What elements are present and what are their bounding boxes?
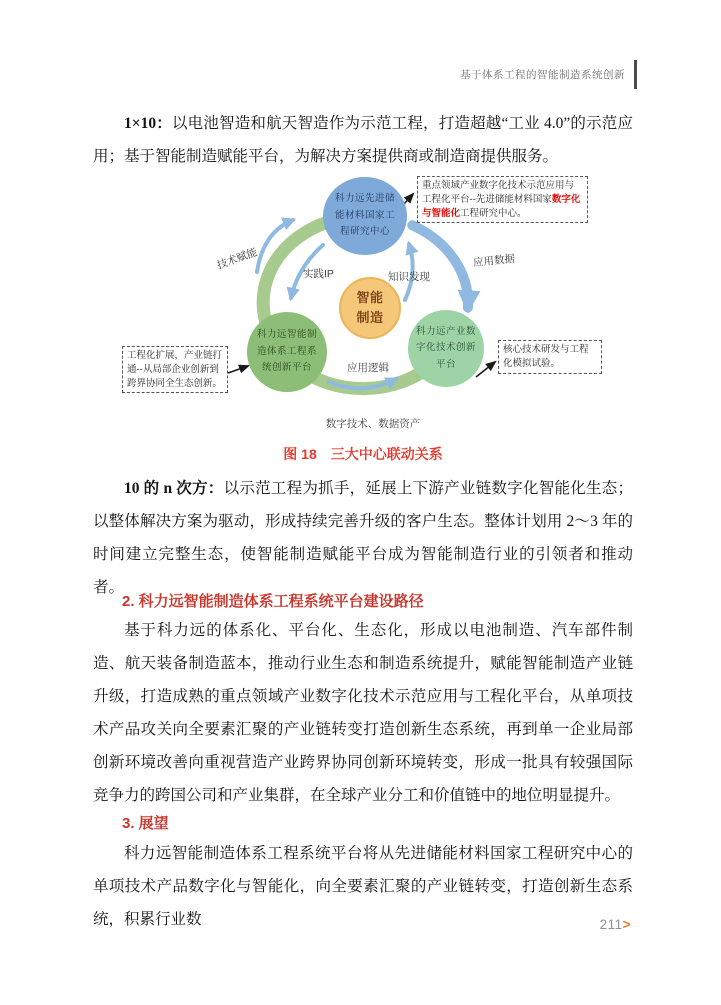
paragraph-2-lead: 10 的 n 次方： — [124, 480, 224, 497]
circle-national-research-center — [323, 177, 407, 255]
callout-left: 工程化扩展，产业链打通--从局部企业创新到跨界协同全生态创新。 — [122, 346, 228, 393]
paragraph-3: 基于科力远的体系化、平台化、生态化，形成以电池制造、汽车部件制造、航天装备制造蓝本，推动行业生态和制造系统提升，赋能智能制造产业链升级，打造成熟的重点领域产业数字化技术示范应用与工程化平台，从单项技术产品攻关向全要素汇聚的产业链转变打造创新生态系统，再到单一企业局部创新环境改善向重视营造产业跨界协同创新环境转变，形成一批具有较强国际竞争力的跨国公司和产业集群，在全球产业分工和价值链中的地位明显提升。 — [93, 622, 633, 804]
paragraph-1-text: 以电池智造和航天智造作为示范工程，打造超越“工业 4.0”的示范应用；基于智能制造赋能平台，为解决方案提供商或制造商提供服务。 — [93, 115, 633, 165]
cycle-arc-blue — [412, 225, 468, 307]
label-tech-empower: 技术赋能 — [215, 246, 259, 272]
callout-top-red-text: 数字化与智能化 — [422, 193, 581, 219]
section-heading-3: 3. 展望 — [122, 815, 169, 832]
page-number: 211 — [599, 917, 623, 932]
circle-left-line1: 科力远智能制 — [256, 329, 317, 341]
circle-top-line2: 能材料国家工 — [334, 209, 395, 221]
circle-right-line2: 字化技术创新 — [415, 342, 476, 354]
circle-center-line2: 制造 — [356, 310, 384, 325]
label-digital-tech-data-assets: 数字技术、数据资产 — [325, 418, 421, 430]
circle-system-innovation-platform — [247, 312, 327, 392]
circle-left-line3: 统创新平台 — [261, 362, 312, 374]
page-header — [460, 60, 637, 89]
label-app-data: 应用数据 — [472, 252, 516, 270]
paragraph-1 — [93, 107, 633, 173]
callout-arrow-left — [228, 366, 248, 373]
callout-right: 核心技术研发与工程化模拟试验。 — [498, 340, 602, 374]
circle-right-line3: 平台 — [435, 358, 456, 370]
figure-caption: 图 18 三大中心联动关系 — [283, 446, 443, 462]
running-head-title: 基于体系工程的智能制造系统创新 — [460, 69, 625, 81]
label-app-logic: 应用逻辑 — [347, 362, 389, 374]
label-practice-ip: 实践IP — [303, 268, 334, 280]
page-number-arrow: > — [622, 917, 631, 932]
callout-top-text-end: 工程研究中心。 — [460, 207, 527, 219]
circle-right-line1: 科力远产业数 — [415, 325, 476, 337]
section-heading-2: 2. 科力远智能制造体系工程系统平台建设路径 — [122, 593, 424, 610]
paragraph-2 — [93, 472, 633, 604]
figure-18-diagram — [93, 172, 633, 442]
page-footer — [600, 917, 631, 932]
header-divider-bar — [634, 60, 637, 89]
paragraph-2-text: 以示范工程为抓手，延展上下游产业链数字化智能化生态；以整体解决方案为驱动，形成持续完善升级的客户生态。整体计划用 2～3 年的时间建立完整生态，使智能制造赋能平台成为智能制造行业的引领者和推动者。 — [93, 480, 633, 596]
circle-center-line1: 智能 — [356, 289, 384, 305]
circle-top-line3: 程研究中心 — [339, 226, 390, 238]
circle-left-line2: 造体系工程系 — [256, 345, 317, 357]
callout-top — [417, 176, 588, 223]
circle-top-line1: 科力远先进储 — [334, 193, 395, 205]
paragraph-1-lead: 1×10： — [124, 115, 172, 132]
circle-smart-manufacturing — [339, 277, 401, 339]
circle-digital-tech-innovation-platform — [408, 310, 484, 387]
label-knowledge-discovery: 知识发现 — [388, 271, 430, 283]
callout-top-text: 重点领域产业数字化技术示范应用与工程化平台--先进储能材料国家 — [422, 180, 575, 205]
paragraph-4: 科力远智能制造体系工程系统平台将从先进储能材料国家工程研究中心的单项技术产品数字化与智能化，向全要素汇聚的产业链转变，打造创新生态系统，积累行业数 — [93, 845, 633, 928]
